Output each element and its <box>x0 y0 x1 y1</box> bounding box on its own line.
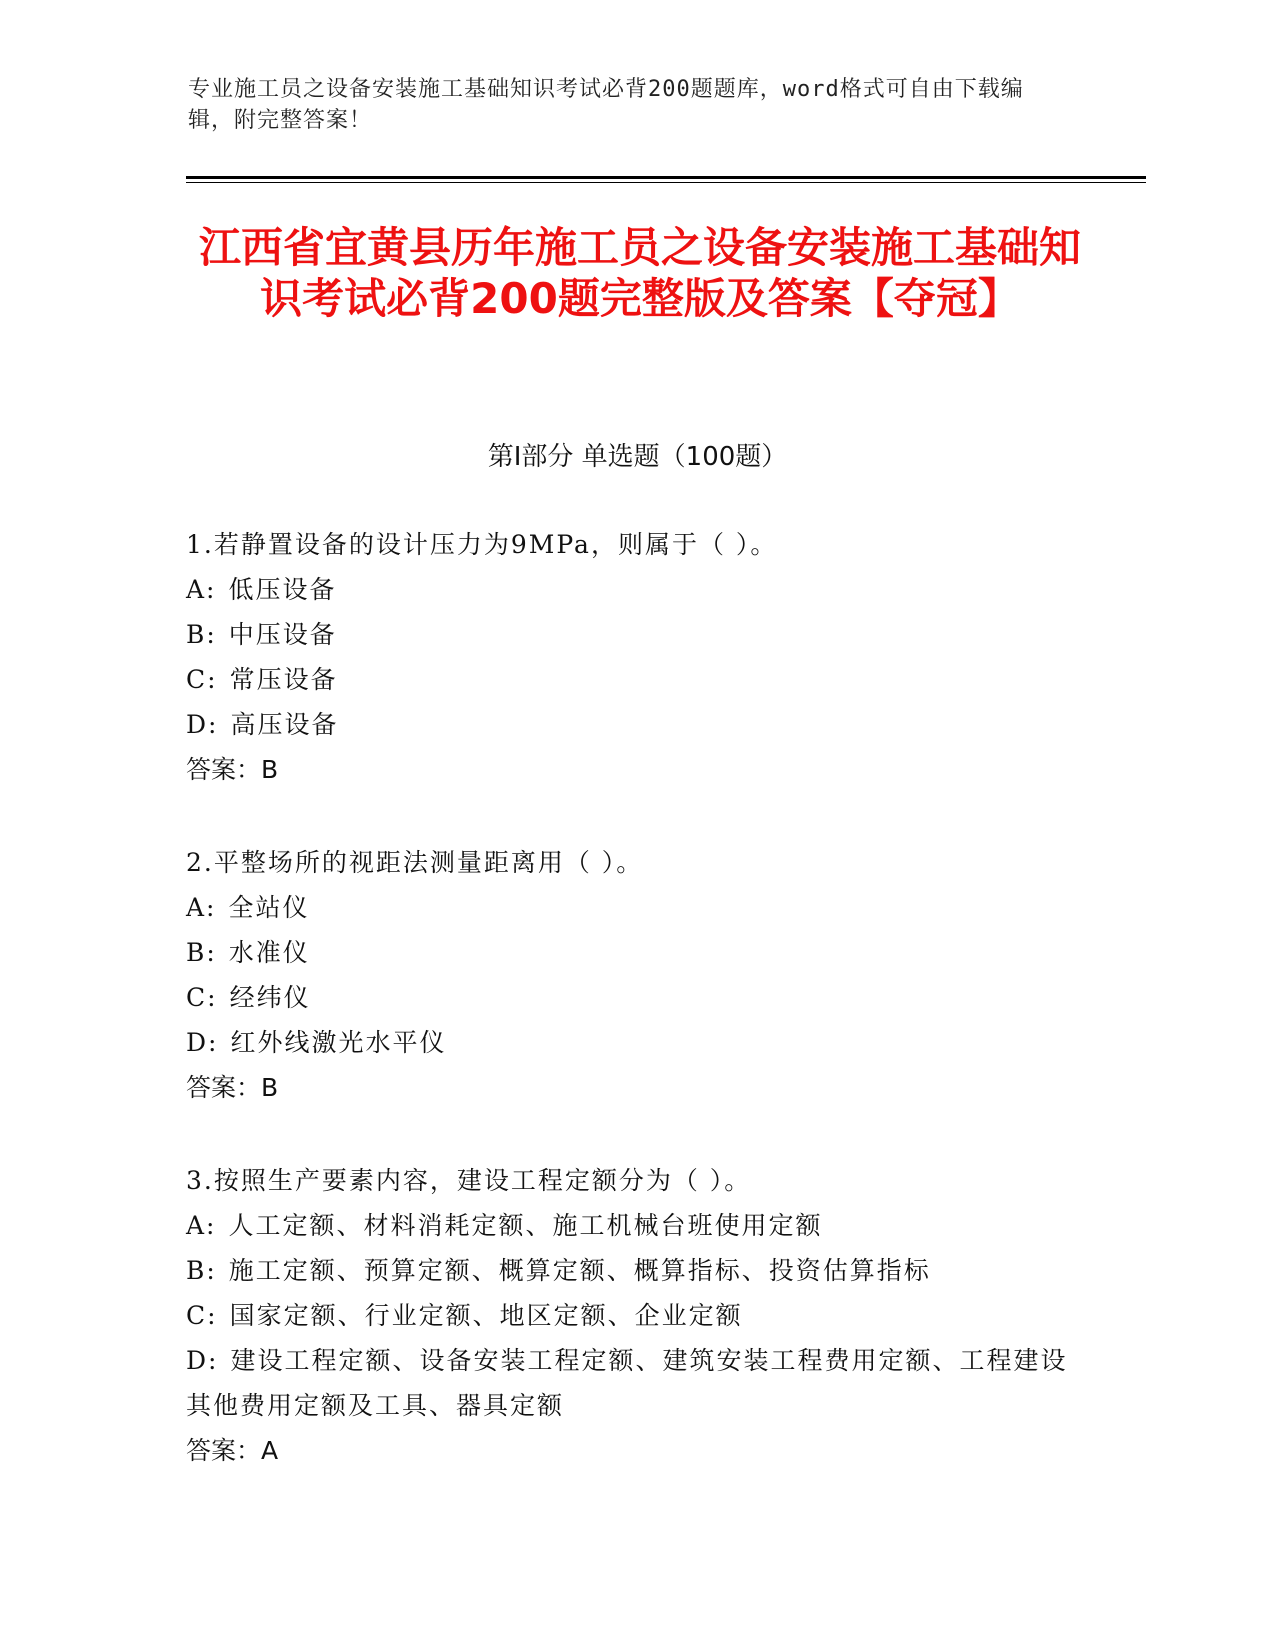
answer <box>186 1065 1086 1110</box>
question-1 <box>186 522 1086 792</box>
option-label: D: <box>186 1346 219 1375</box>
answer-value: A <box>261 1436 279 1465</box>
option-label: C: <box>186 983 218 1012</box>
option-text: 全站仪 <box>228 893 310 922</box>
document-title: 江西省宜黄县历年施工员之设备安装施工基础知识考试必背200题完整版及答案【夺冠】 <box>198 223 1081 323</box>
option-b <box>186 930 1086 975</box>
question-2 <box>186 840 1086 1110</box>
answer-prefix: 答案： <box>186 1073 262 1102</box>
option-label: C: <box>186 1301 218 1330</box>
option-b <box>186 1248 1086 1293</box>
header-note: 专业施工员之设备安装施工基础知识考试必背200题题库，word格式可自由下载编辑，附完整答案！ <box>188 77 1024 133</box>
answer-prefix: 答案： <box>186 1436 262 1465</box>
option-text: 高压设备 <box>230 710 339 739</box>
option-text: 建设工程定额、设备安装工程定额、建筑安装工程费用定额、工程建设其他费用定额及工具、器具定额 <box>186 1346 1068 1420</box>
option-label: D: <box>186 1028 219 1057</box>
option-label: B: <box>186 620 217 649</box>
option-text: 中压设备 <box>228 620 337 649</box>
question-stem: 3.按照生产要素内容，建设工程定额分为（ ）。 <box>186 1166 752 1195</box>
option-label: A: <box>186 1211 217 1240</box>
option-label: D: <box>186 710 219 739</box>
option-text: 人工定额、材料消耗定额、施工机械台班使用定额 <box>228 1211 823 1240</box>
option-label: B: <box>186 1256 217 1285</box>
header-rule-thick <box>186 176 1146 179</box>
option-d <box>186 1020 1086 1065</box>
option-label: A: <box>186 575 217 604</box>
answer-value: B <box>261 1073 279 1102</box>
answer <box>186 1428 1086 1473</box>
option-c <box>186 657 1086 702</box>
option-a <box>186 885 1086 930</box>
option-text: 国家定额、行业定额、地区定额、企业定额 <box>229 1301 743 1330</box>
option-text: 施工定额、预算定额、概算定额、概算指标、投资估算指标 <box>228 1256 931 1285</box>
option-c <box>186 975 1086 1020</box>
option-b <box>186 612 1086 657</box>
question-stem: 2.平整场所的视距法测量距离用（ ）。 <box>186 848 644 877</box>
option-text: 水准仪 <box>228 938 310 967</box>
option-d <box>186 1338 1086 1428</box>
option-a <box>186 1203 1086 1248</box>
option-a <box>186 567 1086 612</box>
option-text: 经纬仪 <box>229 983 311 1012</box>
option-label: A: <box>186 893 217 922</box>
option-text: 低压设备 <box>228 575 337 604</box>
option-d <box>186 702 1086 747</box>
option-label: C: <box>186 665 218 694</box>
option-text: 常压设备 <box>229 665 338 694</box>
question-3 <box>186 1158 1086 1473</box>
option-c <box>186 1293 1086 1338</box>
section-title: 第I部分 单选题（100题） <box>487 442 788 472</box>
option-label: B: <box>186 938 217 967</box>
question-stem: 1.若静置设备的设计压力为9MPa，则属于（ ）。 <box>186 530 778 559</box>
answer-value: B <box>261 755 279 784</box>
header-rule-thin <box>186 182 1146 183</box>
option-text: 红外线激光水平仪 <box>230 1028 447 1057</box>
answer-prefix: 答案： <box>186 755 262 784</box>
answer <box>186 747 1086 792</box>
